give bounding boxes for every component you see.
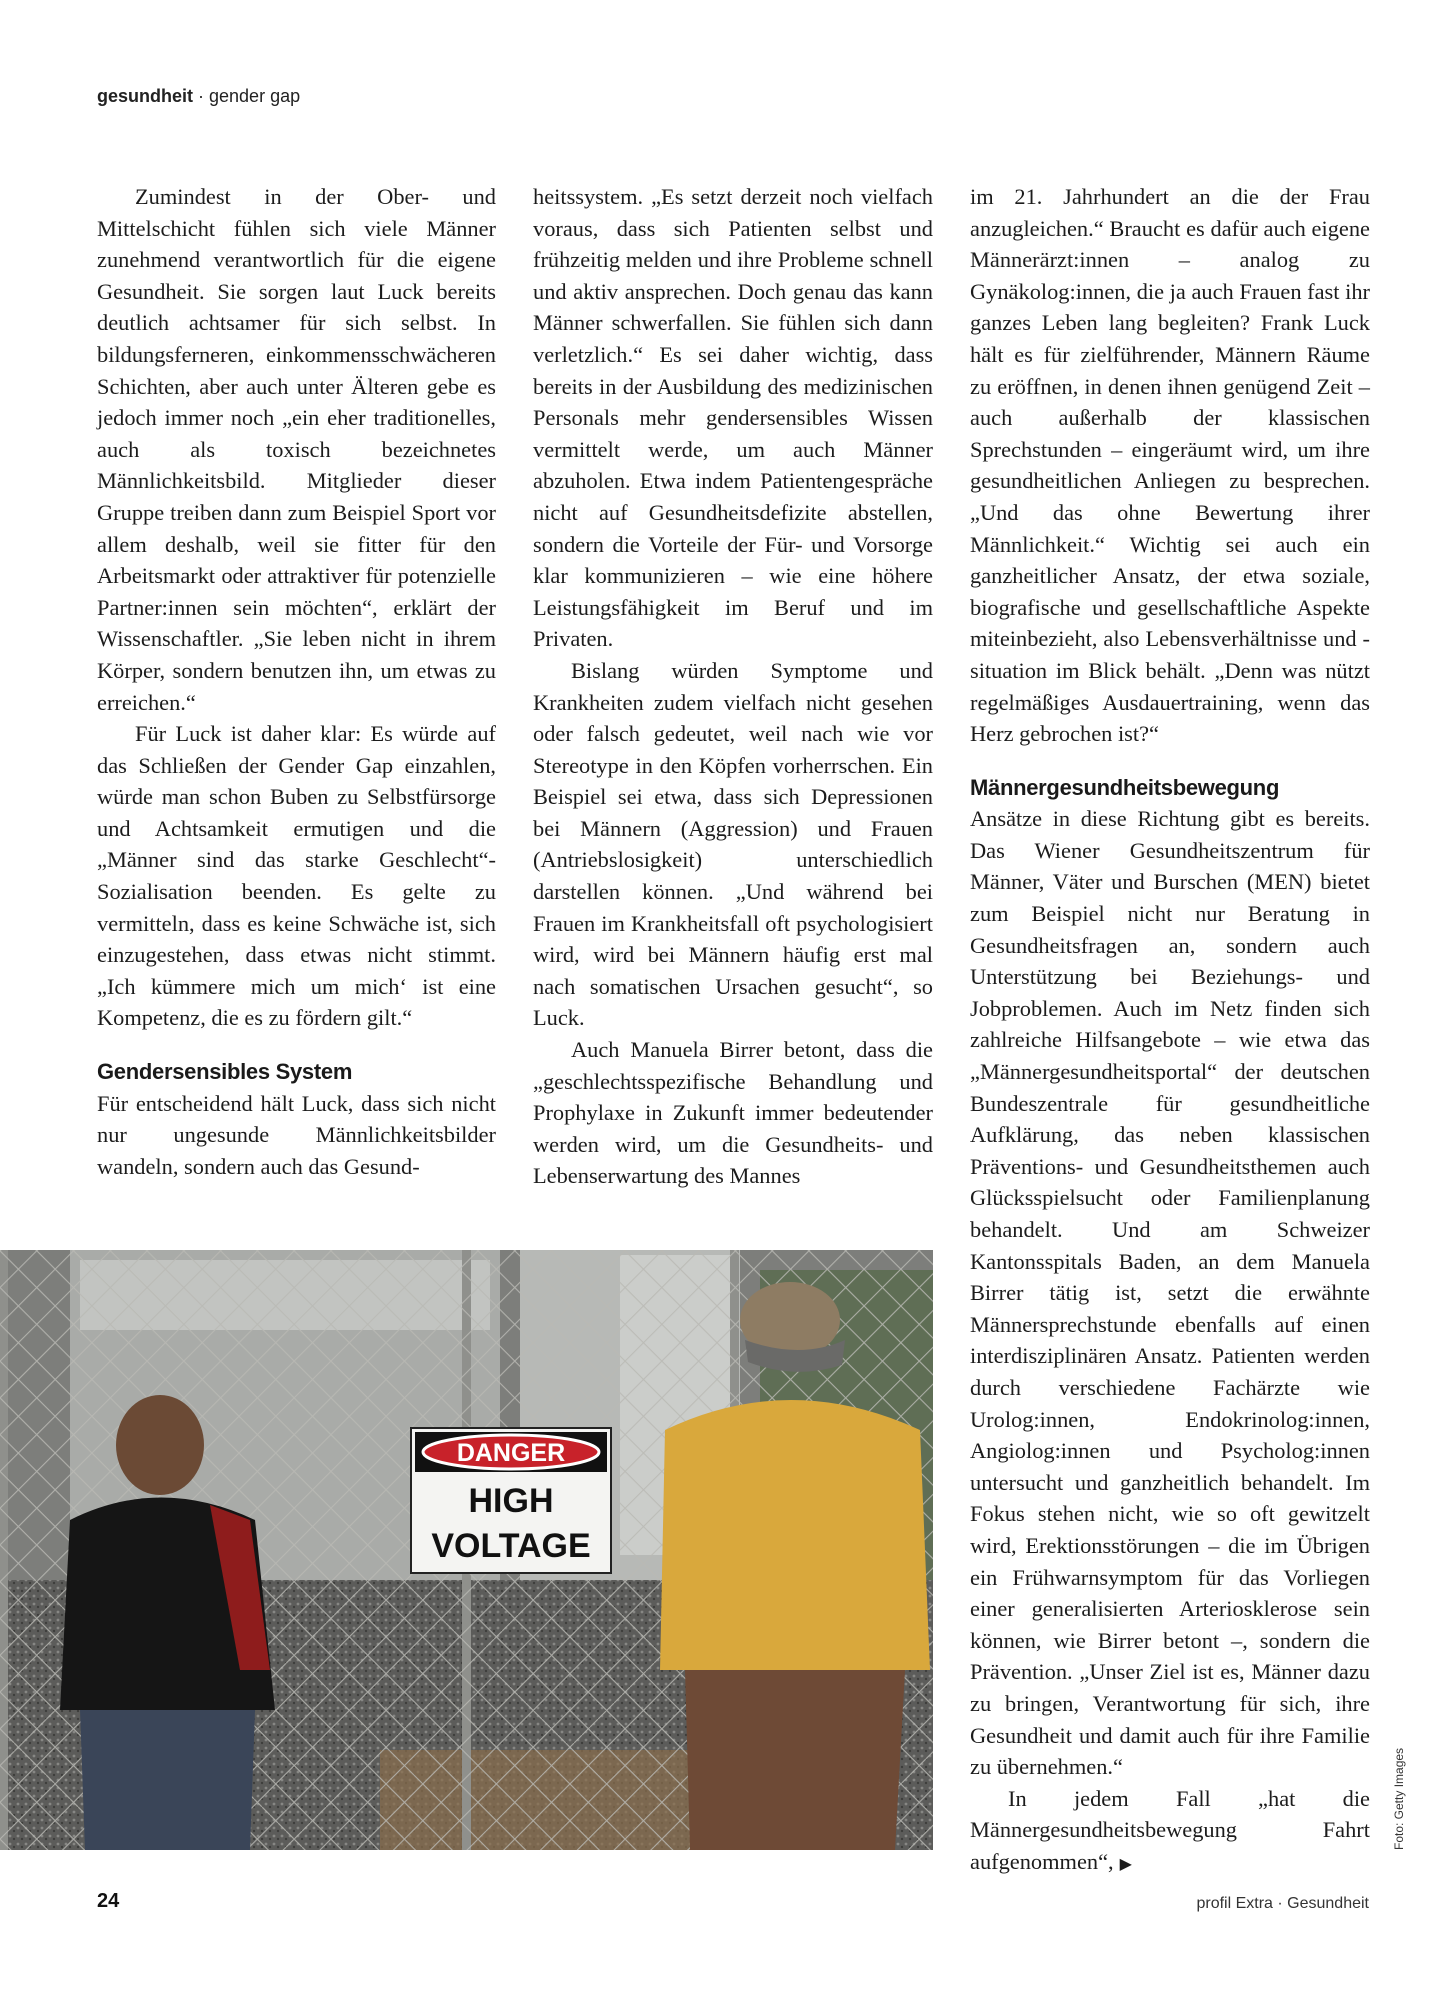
paragraph: Für entscheidend hält Luck, dass sich nicht nur ungesunde Männlichkeitsbilder wandeln, sondern auch das Gesund- bbox=[97, 1090, 496, 1179]
paragraph: Ansätze in diese Richtung gibt es bereits. Das Wiener Gesundheitszentrum für Männer, Väter und Burschen (MEN) bietet zum Beispiel nicht nur Beratung in Gesundheitsfragen an, sondern auch Unterstützung bei Beziehungs- und Jobproblemen. Auch im Netz finden sich zahlreiche Hilfsangebote – wie etwa das „Männergesundheitsportal“ der deutschen Bundeszentrale für gesundheitliche Aufklärung, das neben klassischen Präventions- und Gesundheitsthemen auch Glücksspielsucht oder Familienplanung behandelt. Und am Schweizer Kantonsspitals Baden, an dem Manuela Birrer tätig ist, setzt die erwähnte Männersprechstunde ebenfalls auf einen interdisziplinären Ansatz. Patienten werden durch verschiedene Fachärzte wie Urolog:innen, Endokrinolog:innen, Angiolog:innen und Psycholog:innen untersucht und ganzheitlich behandelt. Im Fokus stehen nicht, wie so oft gewitzelt wird, Erektionsstörungen – die im Übrigen ein Frühwarnsymptom für das Vorliegen einer generalisierten Arteriosklerose sein können, wie Birrer betont –, sondern die Prävention. „Unser Ziel ist es, Männer dazu zu bringen, Verantwortung für sich, ihre Gesundheit und damit auch für ihre Familie zu übernehmen.“ bbox=[970, 806, 1370, 1780]
paragraph: im 21. Jahrhundert an die der Frau anzugleichen.“ Braucht es dafür auch eigene Männerärzt:innen – analog zu Gynäkolog:innen, die ja auch Frauen fast ihr ganzes Leben lang begleiten? Frank Luck hält es für zielführender, Männern Räume zu eröffnen, in denen ihnen genügend Zeit – auch außerhalb der klassischen Sprechstunden – eingeräumt wird, um ihre gesundheitlichen Anliegen zu besprechen. „Und das ohne Bewertung ihrer Männlichkeit.“ Wichtig sei auch ein ganzheitlicher Ansatz, der etwa soziale, biografische und gesellschaftliche Aspekte miteinbezieht, also Lebensverhältnisse und -situation im Blick behält. „Denn was nützt regelmäßiges Ausdauertraining, wenn das Herz gebrochen ist?“ bbox=[970, 184, 1370, 747]
subheading: Gendersensibles System bbox=[97, 1059, 353, 1085]
sign-voltage-text: VOLTAGE bbox=[431, 1527, 591, 1565]
running-head bbox=[97, 86, 300, 107]
article-photo bbox=[0, 1250, 933, 1850]
subheading: Männergesundheitsbewegung bbox=[970, 774, 1280, 800]
sign-danger-text: DANGER bbox=[456, 1439, 566, 1467]
separator: · bbox=[193, 86, 210, 106]
column-1 bbox=[97, 181, 496, 1182]
paragraph: Auch Manuela Birrer betont, dass die „geschlechtsspezifische Behandlung und Prophylaxe in Zukunft immer bedeutender werden wird, um die Gesundheits- und Lebenserwartung des Mannes bbox=[533, 1037, 933, 1189]
topic-label: gender gap bbox=[209, 86, 301, 106]
paragraph-text: In jedem Fall „hat die Männergesundheitsbewegung Fahrt aufgenommen“, bbox=[970, 1785, 1370, 1874]
column-3 bbox=[970, 181, 1370, 1880]
section-label: gesundheit bbox=[97, 86, 194, 106]
publication-name: profil Extra · Gesundheit bbox=[1196, 1895, 1369, 1912]
danger-sign bbox=[411, 1428, 611, 1573]
continue-arrow-icon: ▶ bbox=[1119, 1855, 1132, 1873]
paragraph: Für Luck ist daher klar: Es würde auf das Schließen der Gender Gap einzahlen, würde man schon Buben zu Selbstfürsorge und Achtsamkeit ermutigen und die „Männer sind das starke Geschlecht“-Sozialisation beenden. Es gelte zu vermitteln, dass es keine Schwäche ist, sich einzugestehen, dass etwas nicht stimmt. „Ich kümmere mich um mich‘ ist eine Kompetenz, die es zu fördern gilt.“ bbox=[97, 721, 496, 1031]
paragraph bbox=[970, 1783, 1370, 1881]
sign-high-text: HIGH bbox=[468, 1482, 554, 1520]
photo-illustration bbox=[0, 1250, 933, 1850]
paragraph: Zumindest in der Ober- und Mittelschicht fühlen sich viele Männer zunehmend verantwortlich für die eigene Gesundheit. Sie sorgen laut Luck bereits deutlich achtsamer für sich selbst. In bildungsferneren, einkommensschwächeren Schichten, aber auch unter Älteren gebe es jedoch immer noch „ein eher traditionelles, auch als toxisch bezeichnetes Männlichkeitsbild. Mitglieder dieser Gruppe treiben dann zum Beispiel Sport vor allem deshalb, weil sie fitter für den Arbeitsmarkt oder attraktiver für potenzielle Partner:innen sein möchten“, erklärt der Wissenschaftler. „Sie leben nicht in ihrem Körper, sondern benutzen ihn, um etwas zu erreichen.“ bbox=[97, 184, 496, 715]
column-2 bbox=[533, 181, 933, 1192]
paragraph: Bislang würden Symptome und Krankheiten zudem vielfach nicht gesehen oder falsch gedeutet, weil nach wie vor Stereotype in den Köpfen vorherrschen. Ein Beispiel sei etwa, dass sich Depressionen bei Männern (Aggression) und Frauen (Antriebslosigkeit) unterschiedlich darstellen können. „Und während bei Frauen im Krankheitsfall oft psychologisiert wird, wird bei Männern häufig erst mal nach somatischen Ursachen gesucht“, so Luck. bbox=[533, 657, 933, 1031]
page-number: 24 bbox=[97, 1890, 120, 1912]
photo-credit: Foto: Getty Images bbox=[1392, 1747, 1406, 1850]
paragraph: heitssystem. „Es setzt derzeit noch vielfach voraus, dass sich Patienten selbst und frühzeitig melden und ihre Probleme schnell und aktiv ansprechen. Doch genau das kann Männer schwerfallen. Sie fühlen sich dann verletzlich.“ Es sei daher wichtig, dass bereits in der Ausbildung des medizinischen Personals mehr gendersensibles Wissen vermittelt werde, um auch Männer abzuholen. Etwa indem Patientengespräche nicht auf Gesundheitsdefizite abstellen, sondern die Vorteile der Für- und Vorsorge klar kommunizieren – wie eine höhere Leistungsfähigkeit im Beruf und im Privaten. bbox=[533, 184, 933, 652]
